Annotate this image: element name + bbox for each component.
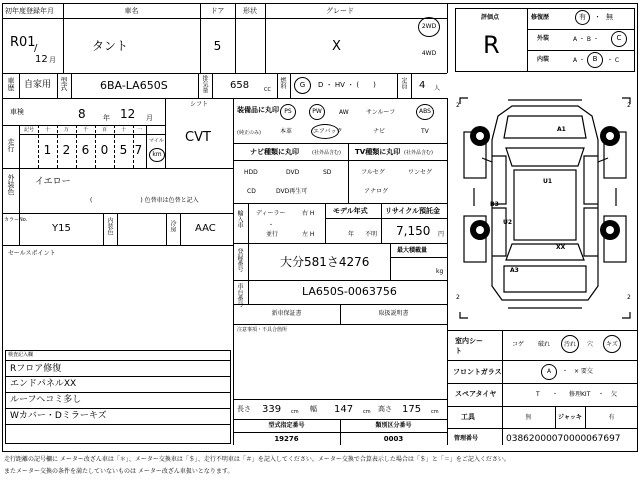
mileage-digit-2: 6 [81, 143, 90, 157]
tools-value: 無 [525, 414, 532, 421]
mileage-digit-0: 1 [43, 143, 52, 157]
import-dealer: ディーラー [256, 210, 286, 217]
seats-burn: コゲ [512, 341, 525, 348]
windshield-rest: ・ × 要交 [562, 368, 593, 375]
mileage-header-3: 千 [82, 127, 88, 133]
model-year-label: モデル年式 [333, 207, 368, 215]
color-code-label: カラーNo. [4, 217, 28, 223]
km-label: km [152, 151, 162, 158]
shift-label: シフト [190, 101, 209, 108]
mileage-header-4: 百 [101, 127, 107, 133]
mileage-header-1: 十 [44, 127, 50, 133]
width-label: 幅 [310, 405, 317, 413]
max-load-label: 最大積載量 [397, 247, 428, 254]
diagram-mark-a1: A1 [557, 126, 566, 133]
spare-tire-missing: 欠 [611, 391, 618, 398]
manual-label: 取扱説明書 [378, 310, 409, 317]
interior-grade-label: 内装 [537, 56, 550, 63]
mileage-header-2: 万 [63, 127, 69, 133]
exterior-grade: C [616, 34, 622, 42]
fuel-g: G [299, 81, 306, 89]
width: 147 [334, 404, 354, 415]
diagram-mark-xx: XX [556, 244, 566, 251]
max-load-unit: kg [436, 268, 444, 275]
equipment-navi: ナビ [373, 128, 386, 135]
seats-tear: 破れ [538, 341, 551, 348]
equipment-aw: AW [339, 109, 349, 116]
shift: CVT [185, 130, 211, 145]
import-label: 輸入車 [236, 210, 243, 228]
exterior-label: 外装色 [7, 174, 15, 195]
inspection-label: 車検 [10, 108, 24, 116]
diagram-mark-u1: U1 [543, 178, 553, 185]
chassis-label: 車台番号 [236, 283, 243, 307]
diagram-label-right: 2 [627, 102, 631, 109]
diagram-mark-u2: U2 [503, 219, 513, 226]
exterior-note: ( ) 色替車は色替と記入 [90, 197, 199, 204]
import-dot: ・ [268, 222, 275, 229]
recycle-value: 7,150 [396, 224, 431, 238]
mileage-header-6: 一 [136, 127, 142, 133]
diagram-label-left: 2 [456, 102, 460, 109]
spare-tire-dot2: ・ [598, 391, 605, 398]
reg-month-slash: / [34, 43, 38, 54]
diagram-mark-a3: A3 [510, 267, 519, 274]
tv-sub: (社外品含む) [404, 150, 433, 156]
equipment-tv: TV [421, 128, 429, 135]
windshield-a: A [546, 368, 552, 375]
footer-line-2: またメーター交換の条件を満たしていないものは メーター改ざん車扱いとなります。 [4, 468, 234, 475]
car-body-diagram [452, 96, 638, 320]
jack-value: 有 [608, 414, 615, 421]
reg-era: R01 [10, 35, 36, 50]
capacity-unit: 人 [434, 85, 441, 92]
equipment-abs: ABS [419, 108, 431, 115]
score: R [483, 31, 500, 59]
drive-4wd: 4WD [421, 50, 437, 57]
exterior-grade-label: 外装 [537, 35, 550, 42]
displacement-unit: CC [264, 87, 271, 93]
color-code: Y15 [52, 223, 71, 234]
seats-scratch: キズ [606, 341, 618, 348]
grade: X [332, 39, 341, 54]
inspector-note-4: Wカバー・Dミラーキズ [10, 411, 107, 421]
footer-line-1: 走行距離の記号欄に メーター改ざん車は「＊」、メーター交換車は「＄」、走行不明車は「＃」を記入してください。メーター交換で合算表示した場合は「＄」と「＝」をご記入ください。 [4, 456, 510, 463]
chassis-number: LA650S-0063756 [302, 285, 397, 298]
equipment-leather: 本革 [280, 128, 293, 135]
fuel-label: 燃料 [279, 77, 286, 89]
diagram-label-bottom-left: 2 [456, 294, 460, 301]
interior-grade: B [592, 55, 598, 63]
repair-dot: ・ [594, 13, 601, 21]
sales-point-label: セールスポイント [8, 250, 56, 257]
tv-oneseg: ワンセグ [408, 169, 433, 176]
displacement: 658 [230, 80, 250, 91]
import-right: 右 H [302, 210, 315, 217]
drive-2wd: 2WD [421, 23, 437, 30]
ac: AAC [195, 223, 216, 234]
reg-month-unit: 月 [49, 56, 56, 64]
inspection-month-unit: 月 [146, 114, 153, 122]
navi-sd: SD [323, 169, 332, 176]
recycle-label: リサイクル預託金 [385, 207, 441, 215]
navi-dvd: DVD [286, 169, 300, 176]
equipment-ps: PS [284, 108, 292, 115]
spare-tire-label: スペアタイヤ [455, 390, 497, 398]
length: 339 [262, 404, 282, 415]
repair-yes: 有 [579, 13, 586, 21]
inspector-note-3: ルーフヘコミ多し [10, 395, 82, 405]
exterior-grade-scale: A ・ B ・ [573, 36, 599, 43]
spare-tire-kit: 修理KIT [569, 391, 591, 398]
car-name-label: 車名 [124, 7, 139, 15]
diagram-mark-b3: B3 [490, 201, 499, 208]
mileage-digit-1: 2 [62, 143, 71, 157]
mileage-digit-5: 7 [134, 143, 143, 157]
capacity: 4 [419, 80, 426, 91]
notes-label: 注意事項・不具合箇所 [237, 327, 288, 333]
navi-label: ナビ種類に丸印 [250, 148, 299, 156]
usage: 自家用 [24, 80, 52, 90]
reg-number: 大分581さ4276 [280, 255, 370, 269]
type-number: 19276 [274, 435, 299, 443]
navi-sub: (社外品含む) [312, 150, 341, 156]
mileage-header-0: 記号 [23, 127, 34, 133]
doors-label: ドア [210, 7, 225, 15]
width-unit: cm [363, 409, 371, 415]
displacement-label: 排気量 [201, 75, 208, 93]
car-name: タント [92, 39, 129, 53]
navi-cd: CD [247, 188, 256, 195]
equipment-label: 装備品に丸印 [237, 106, 279, 114]
seats-hole: 穴 [587, 341, 594, 348]
tv-label: TV種類に丸印 [355, 148, 401, 156]
equipment-airbag: エアバック [313, 128, 343, 135]
mile-label: マイル [149, 138, 164, 144]
model: 6BA-LA650S [100, 79, 168, 92]
equipment-sub-label: (純正のみ) [237, 130, 261, 136]
reg-number-label: 登録番号 [236, 248, 243, 272]
model-label: 型式 [60, 77, 68, 91]
inspection-year-unit: 年 [103, 114, 110, 122]
shape-label: 形状 [243, 7, 257, 15]
ac-label: 冷房 [169, 220, 176, 232]
capacity-label: 定員 [400, 77, 407, 89]
score-label: 評価点 [481, 14, 500, 21]
inspection-month: 12 [120, 107, 136, 121]
import-parallel: 並行 [266, 231, 279, 238]
inspector-note-2: エンドパネルXX [10, 379, 77, 389]
repair-no: 無 [606, 13, 613, 21]
windshield-label: フロントガラス [453, 368, 502, 376]
mileage-label: 走行 [7, 138, 15, 152]
type-number-label: 型式指定番号 [268, 422, 305, 429]
equipment-pw: PW [312, 108, 322, 115]
category-number: 0003 [383, 435, 404, 443]
grade-label: グレード [326, 7, 354, 15]
mileage-digit-4: 5 [119, 143, 128, 157]
interior-grade-a: A ・ [573, 57, 586, 64]
new-car-warranty-label: 新車保証書 [271, 310, 302, 317]
spare-tire-t: T [536, 391, 540, 398]
interior-grade-c: ・ C [607, 57, 620, 64]
recycle-unit: 円 [438, 231, 445, 238]
length-label: 長さ [237, 405, 251, 413]
navi-dvd-play: DVD再生可 [276, 188, 308, 195]
repair-label: 修復歴 [531, 14, 550, 21]
inspection-year: 8 [78, 107, 86, 121]
inspector-label: 検査記入欄 [8, 352, 34, 358]
doors: 5 [213, 39, 222, 53]
inspector-note-1: Rフロア修復 [10, 364, 62, 374]
fuel-options: D ・ HV ・ ( ) [318, 81, 376, 89]
diagram-label-bottom-right: 2 [627, 294, 631, 301]
seats-stain: 汚れ [563, 341, 576, 348]
height-label: 高さ [378, 405, 392, 413]
mgmt-label: 管理番号 [454, 435, 479, 442]
reg-year-label: 初年度登録年月 [5, 7, 54, 15]
navi-hdd: HDD [244, 169, 258, 176]
seats-label: 室内シート [455, 337, 483, 355]
model-year-unit: 年 [348, 231, 355, 238]
length-unit: cm [291, 409, 299, 415]
tv-fullseg: フルセグ [361, 169, 385, 176]
height-unit: cm [431, 409, 439, 415]
tools-label: 工具 [461, 413, 475, 421]
spare-tire-dot1: ・ [552, 391, 559, 398]
tv-analog: アナログ [364, 188, 389, 195]
model-year-unknown: 不明 [365, 231, 378, 238]
jack-label: ジャッキ [558, 414, 582, 421]
import-left: 左 H [302, 231, 315, 238]
equipment-sunroof: サンルーフ [366, 109, 396, 116]
usage-label: 車歴 [7, 77, 15, 91]
mileage-header-5: 十 [120, 127, 126, 133]
mgmt-number: 03862000070000067697 [506, 434, 621, 444]
interior-color-label: 内装色 [106, 217, 113, 235]
reg-month: 12 [35, 54, 48, 65]
exterior-color: イエロー [35, 177, 71, 187]
height: 175 [402, 404, 422, 415]
category-number-label: 類別区分番号 [375, 422, 412, 429]
mileage-digit-3: 0 [100, 143, 109, 157]
